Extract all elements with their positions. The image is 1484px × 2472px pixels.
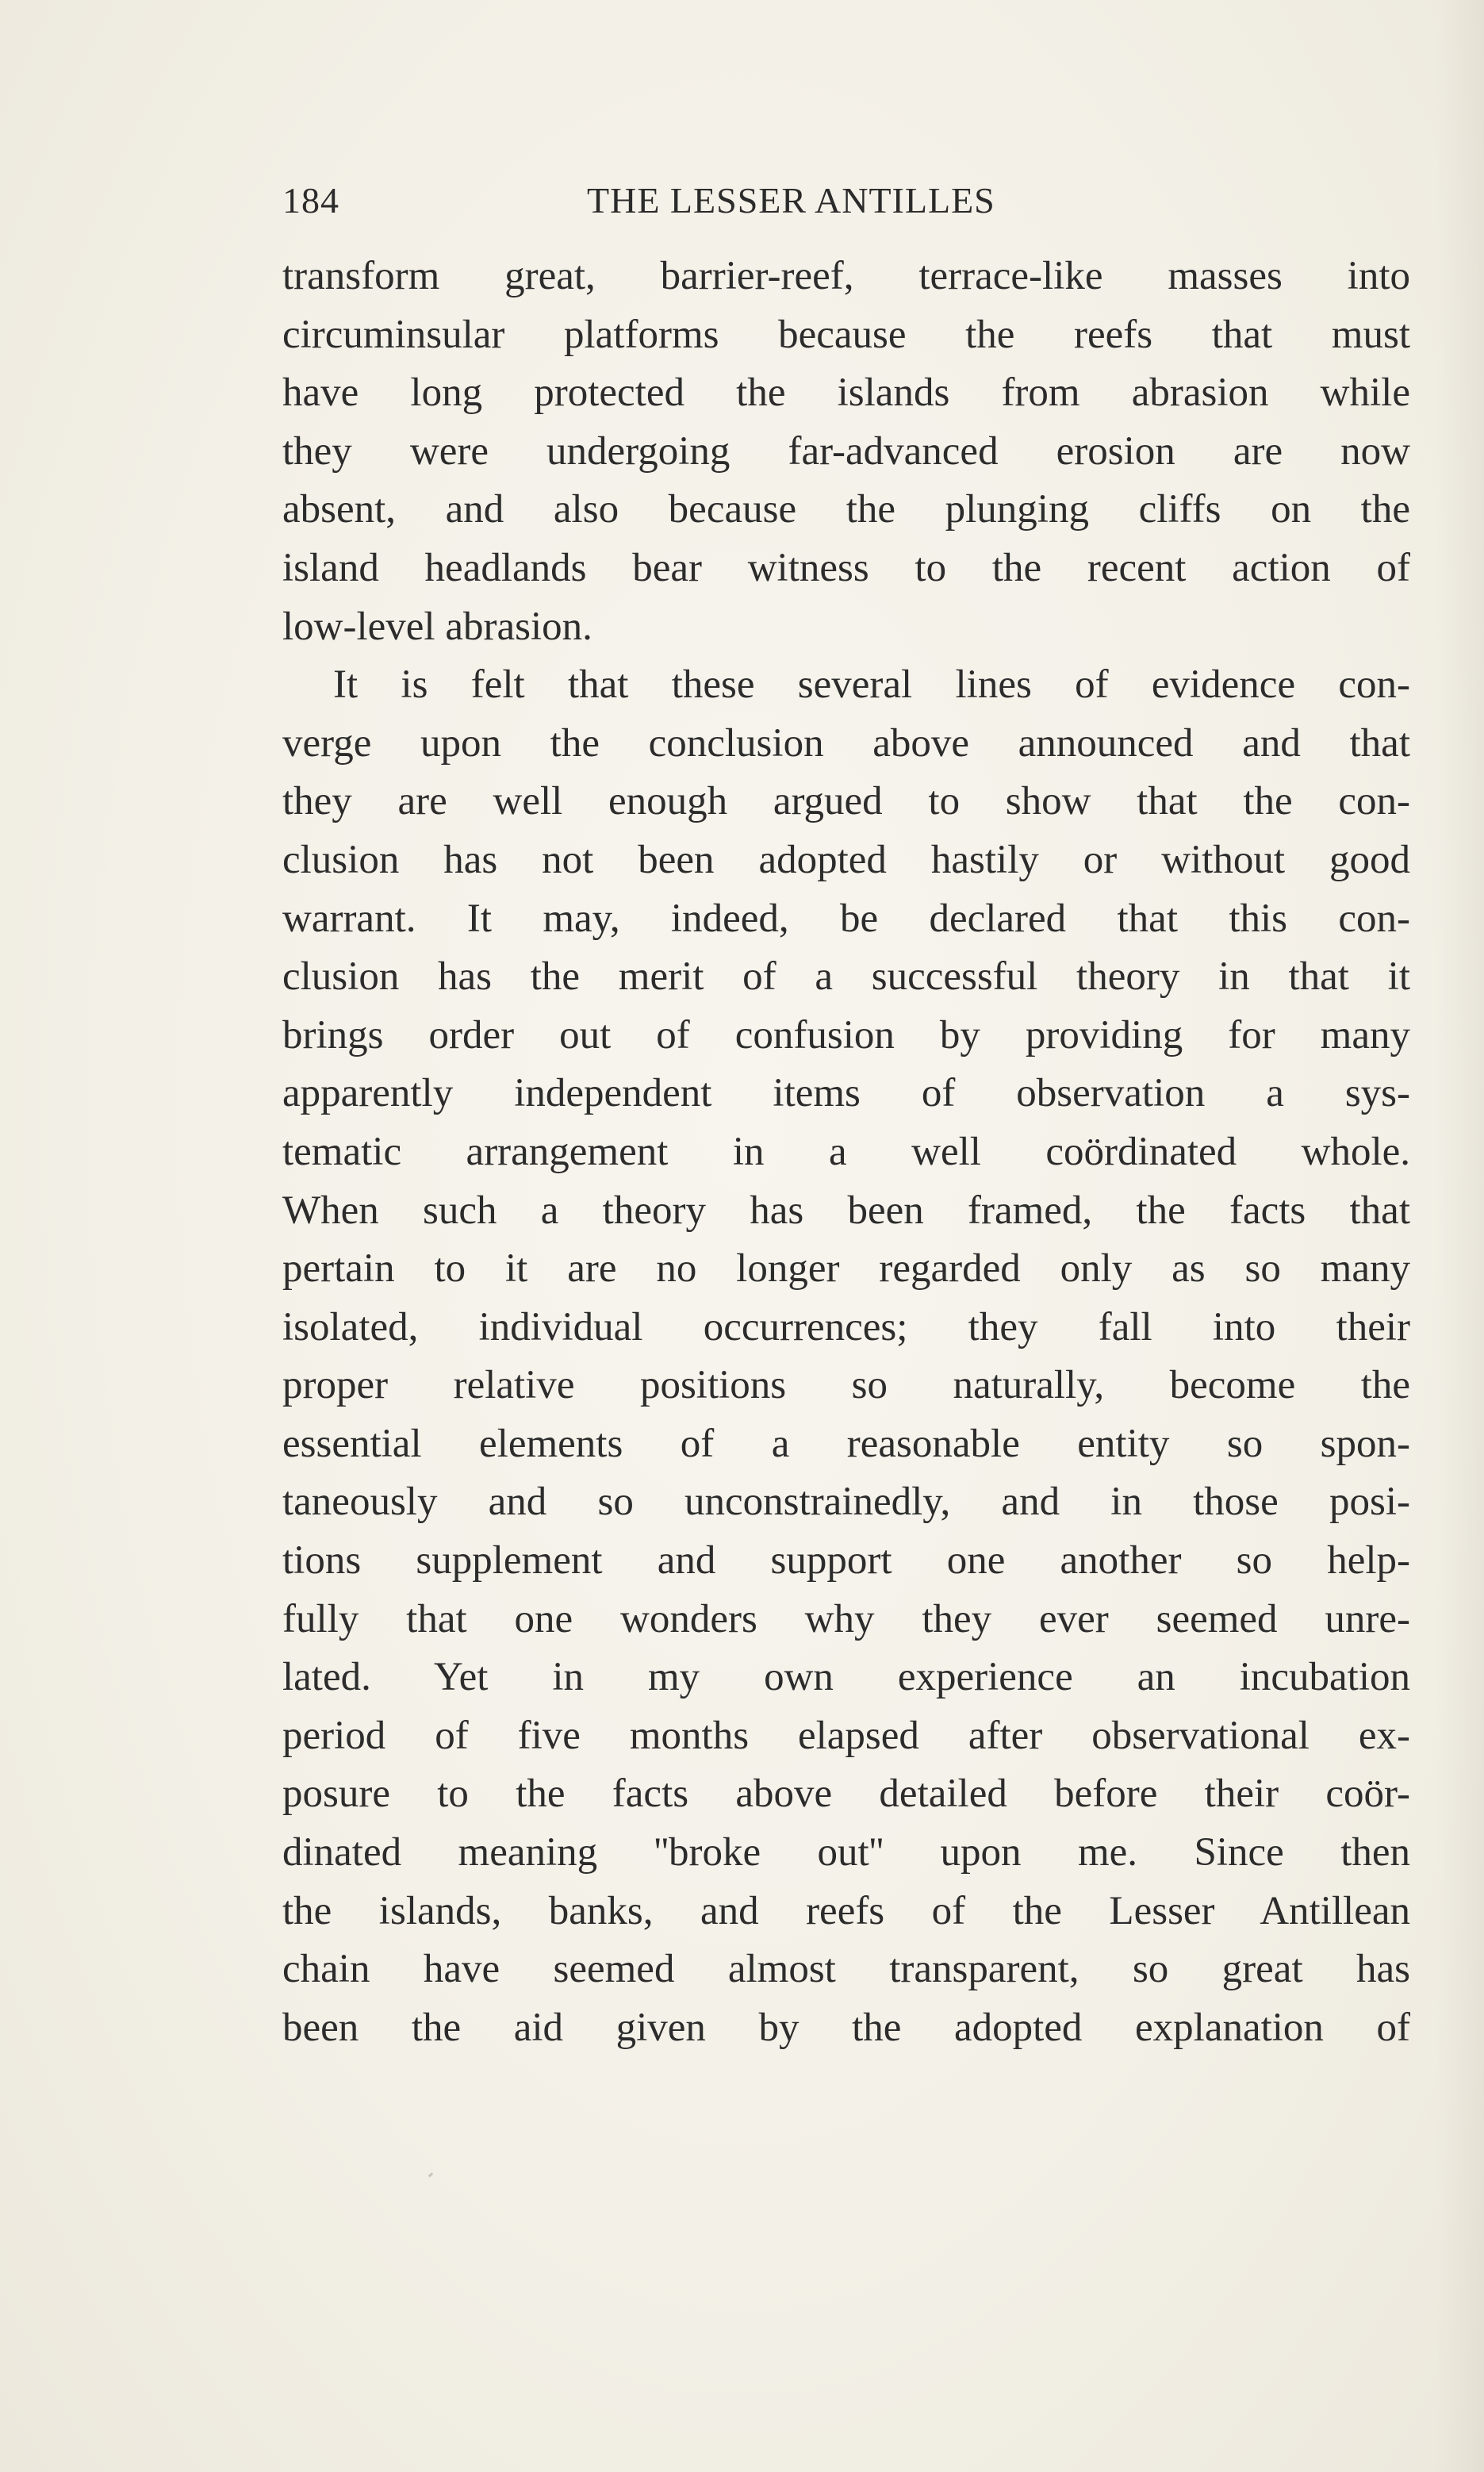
text-line: they were undergoing far-advanced erosion are now	[282, 428, 1410, 474]
text-line: verge upon the conclusion above announced and that	[282, 720, 1410, 766]
text-line: period of five months elapsed after observational ex-	[282, 1713, 1410, 1758]
text-line: dinated meaning ''broke out'' upon me. Since then	[282, 1830, 1410, 1875]
text-line: been the aid given by the adopted explanation of	[282, 2005, 1410, 2050]
text-line: chain have seemed almost transparent, so great has	[282, 1947, 1410, 1992]
text-line: lated. Yet in my own experience an incubation	[282, 1655, 1410, 1700]
text-line: When such a theory has been framed, the facts that	[282, 1188, 1410, 1233]
text-line: they are well enough argued to show that the con-	[282, 779, 1410, 824]
running-title: THE LESSER ANTILLES	[587, 180, 995, 221]
text-line: posure to the facts above detailed before their coör-	[282, 1771, 1410, 1817]
text-line: warrant. It may, indeed, be declared that this con-	[282, 896, 1410, 941]
text-line: isolated, individual occurrences; they fall into their	[282, 1304, 1410, 1349]
paragraph-1	[282, 248, 1410, 656]
text-line: brings order out of confusion by providing for many	[282, 1012, 1410, 1058]
text-line: taneously and so unconstrainedly, and in those posi-	[282, 1480, 1410, 1525]
page-edge-shadow	[1436, 0, 1484, 2472]
body-text	[282, 248, 1410, 2057]
text-line: absent, and also because the plunging cliffs on the	[282, 487, 1410, 532]
text-line: the islands, banks, and reefs of the Lesser Antillean	[282, 1888, 1410, 1933]
text-line: tions supplement and support one another so help-	[282, 1538, 1410, 1583]
text-line: low-level abrasion.	[282, 604, 592, 649]
text-line: proper relative positions so naturally, become the	[282, 1363, 1410, 1408]
text-line: It is felt that these several lines of evidence con-	[333, 662, 1410, 708]
text-line: essential elements of a reasonable entity so spon-	[282, 1421, 1410, 1466]
text-line: have long protected the islands from abrasion while	[282, 370, 1410, 416]
text-line: pertain to it are no longer regarded only as so many	[282, 1246, 1410, 1292]
text-line: clusion has not been adopted hastily or without good	[282, 837, 1410, 882]
text-line: transform great, barrier-reef, terrace-like masses into	[282, 254, 1410, 298]
page-header	[282, 168, 1413, 224]
page-number: 184	[282, 180, 339, 221]
text-line: clusion has the merit of a successful theory in that it	[282, 954, 1410, 1000]
text-line: circuminsular platforms because the reefs that must	[282, 312, 1410, 357]
text-line: island headlands bear witness to the recent action of	[282, 545, 1410, 590]
text-line: apparently independent items of observation a sys-	[282, 1071, 1410, 1116]
text-line: fully that one wonders why they ever seemed unre-	[282, 1596, 1410, 1641]
paragraph-2	[282, 656, 1410, 2057]
text-line: tematic arrangement in a well coördinated whole.	[282, 1129, 1410, 1174]
paper-speck	[428, 2172, 434, 2177]
